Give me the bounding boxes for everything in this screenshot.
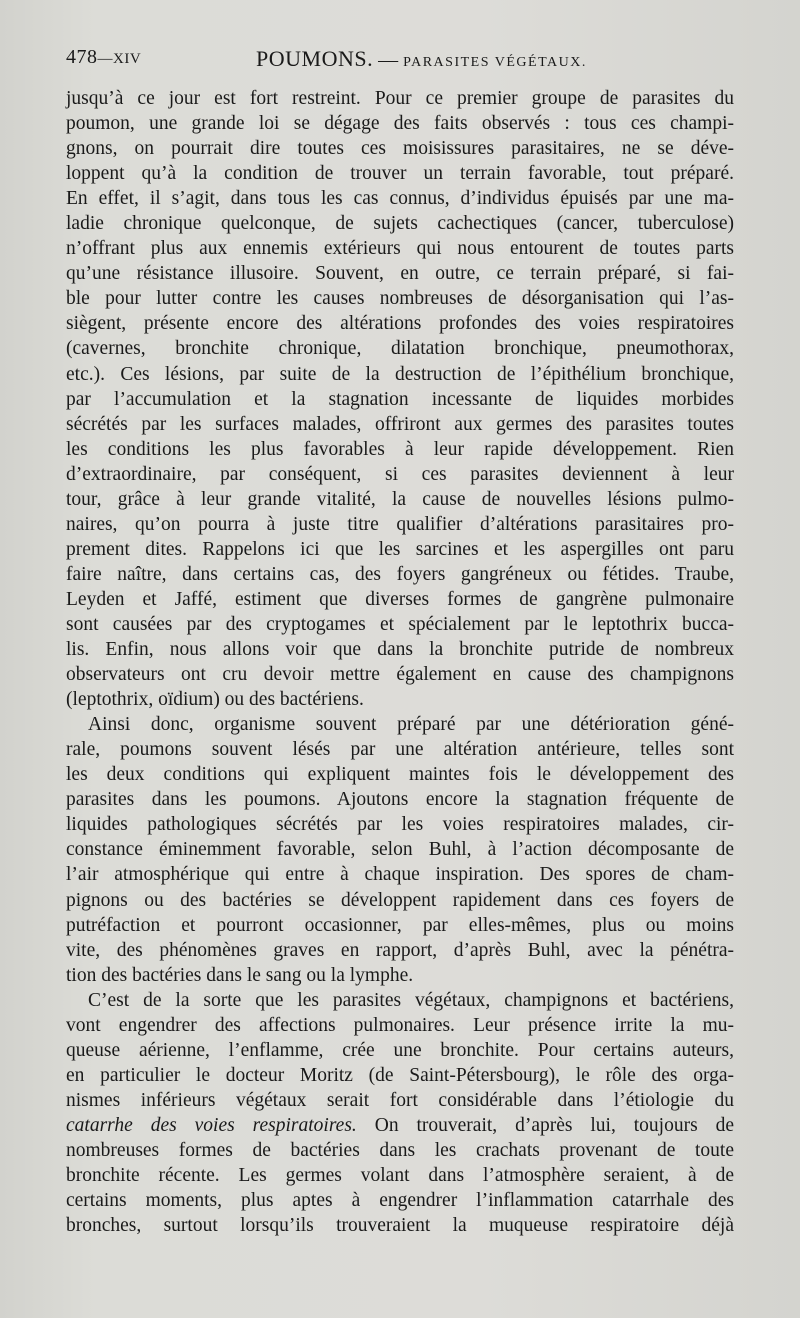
text-line: prement dites. Rappelons ici que les sarcines et les aspergilles ont paru xyxy=(66,538,734,560)
text-line: Ainsi donc, organisme souvent préparé par une détérioration géné- xyxy=(88,714,734,736)
text-line: jusqu’à ce jour est fort restreint. Pour ce premier groupe de parasites du xyxy=(66,88,734,109)
text-line: en particulier le docteur Moritz (de Saint-Pétersbourg), le rôle des orga- xyxy=(66,1064,734,1086)
text-line: les deux conditions qui expliquent maintes fois le développement des xyxy=(66,764,734,786)
text-line: ble pour lutter contre les causes nombreuses de désorganisation qui l’as- xyxy=(66,288,734,310)
text-line: n’offrant plus aux ennemis extérieurs qui nous entourent de toutes parts xyxy=(66,238,734,260)
text-line: constance éminemment favorable, selon Buhl, à l’action décomposante de xyxy=(66,839,734,861)
text-line: lis. Enfin, nous allons voir que dans la bronchite putride de nombreux xyxy=(66,639,734,661)
text-line: vite, des phénomènes graves en rapport, d’après Buhl, avec la pénétra- xyxy=(66,939,734,961)
section-number: —XIV xyxy=(97,51,142,67)
text-line: gnons, on pourrait dire toutes ces moisissures parasitaires, ne se déve- xyxy=(66,138,734,160)
page-number-value: 478 xyxy=(66,46,98,68)
text-line: ladie chronique quelconque, de sujets cachectiques (cancer, tuberculose) xyxy=(66,213,734,235)
running-title-sub: PARASITES VÉGÉTAUX. xyxy=(403,55,587,70)
text-line: bronches, surtout lorsqu’ils trouveraient la muqueuse respiratoire déjà xyxy=(66,1215,734,1237)
text-line: loppent qu’à la condition de trouver un terrain favorable, tout préparé. xyxy=(66,163,734,185)
text-line: tour, grâce à leur grande vitalité, la cause de nouvelles lésions pulmo- xyxy=(66,488,734,510)
text-line: sécrétés par les surfaces malades, offriront aux germes des parasites toutes xyxy=(66,413,734,435)
text-line: (leptothrix, oïdium) ou des bactériens. xyxy=(66,689,364,711)
body-text xyxy=(66,86,734,1238)
text-line: bronchite récente. Les germes volant dans l’atmosphère seraient, à de xyxy=(66,1165,734,1187)
text-line: qu’une résistance illusoire. Souvent, en outre, ce terrain préparé, si fai- xyxy=(66,263,734,285)
text-line: rale, poumons souvent lésés par une altération antérieure, telles sont xyxy=(66,739,734,761)
running-title-dash: — xyxy=(378,49,399,71)
page-number xyxy=(66,46,141,69)
running-title-main: POUMONS. xyxy=(256,46,374,71)
text-line: certains moments, plus aptes à engendrer l’inflammation catarrhale des xyxy=(66,1190,734,1212)
text-line: liquides pathologiques sécrétés par les voies respiratoires malades, cir- xyxy=(66,814,734,836)
text-line: En effet, il s’agit, dans tous les cas connus, d’individus épuisés par une ma- xyxy=(66,188,734,210)
text-line: poumon, une grande loi se dégage des faits observés : tous ces champi- xyxy=(66,113,734,135)
running-header xyxy=(66,46,734,76)
text-segment: On trouverait, d’après lui, toujours de xyxy=(356,1114,734,1136)
text-line-with-italic xyxy=(66,1113,734,1138)
text-line: tion des bactéries dans le sang ou la lymphe. xyxy=(66,964,414,986)
text-line: l’air atmosphérique qui entre à chaque inspiration. Des spores de cham- xyxy=(66,864,734,886)
text-line: Leyden et Jaffé, estiment que diverses formes de gangrène pulmonaire xyxy=(66,588,734,610)
text-line: etc.). Ces lésions, par suite de la destruction de l’épithélium bronchique, xyxy=(66,363,734,385)
text-line: les conditions les plus favorables à leur rapide développement. Rien xyxy=(66,438,734,460)
running-title xyxy=(256,46,587,72)
text-line: observateurs ont cru devoir mettre également en cause des champignons xyxy=(66,664,734,686)
text-line: nombreuses formes de bactéries dans les crachats provenant de toute xyxy=(66,1139,734,1161)
text-line: naires, qu’on pourra à juste titre qualifier d’altérations parasitaires pro- xyxy=(66,513,734,535)
text-line: C’est de la sorte que les parasites végétaux, champignons et bactériens, xyxy=(88,989,734,1011)
text-line: faire naître, dans certains cas, des foyers gangréneux ou fétides. Traube, xyxy=(66,563,734,585)
text-line: d’extraordinaire, par conséquent, si ces parasites deviennent à leur xyxy=(66,463,734,485)
text-line: vont engendrer des affections pulmonaires. Leur présence irrite la mu- xyxy=(66,1014,734,1036)
text-line: par l’accumulation et la stagnation incessante de liquides morbides xyxy=(66,388,734,410)
text-line: putréfaction et pourront occasionner, par elles-mêmes, plus ou moins xyxy=(66,914,734,936)
text-line: siègent, présente encore des altérations profondes des voies respiratoires xyxy=(66,313,734,335)
text-line: (cavernes, bronchite chronique, dilatation bronchique, pneumothorax, xyxy=(66,338,734,360)
text-line: sont causées par des cryptogames et spécialement par le leptothrix bucca- xyxy=(66,613,734,635)
text-line: queuse aérienne, l’enflamme, crée une bronchite. Pour certains auteurs, xyxy=(66,1039,734,1061)
text-line: nismes inférieurs végétaux serait fort considérable dans l’étiologie du xyxy=(66,1089,734,1111)
italic-phrase: catarrhe des voies respiratoires. xyxy=(66,1114,357,1136)
text-line: pignons ou des bactéries se développent rapidement dans ces foyers de xyxy=(66,889,734,911)
text-line: parasites dans les poumons. Ajoutons encore la stagnation fréquente de xyxy=(66,789,734,811)
